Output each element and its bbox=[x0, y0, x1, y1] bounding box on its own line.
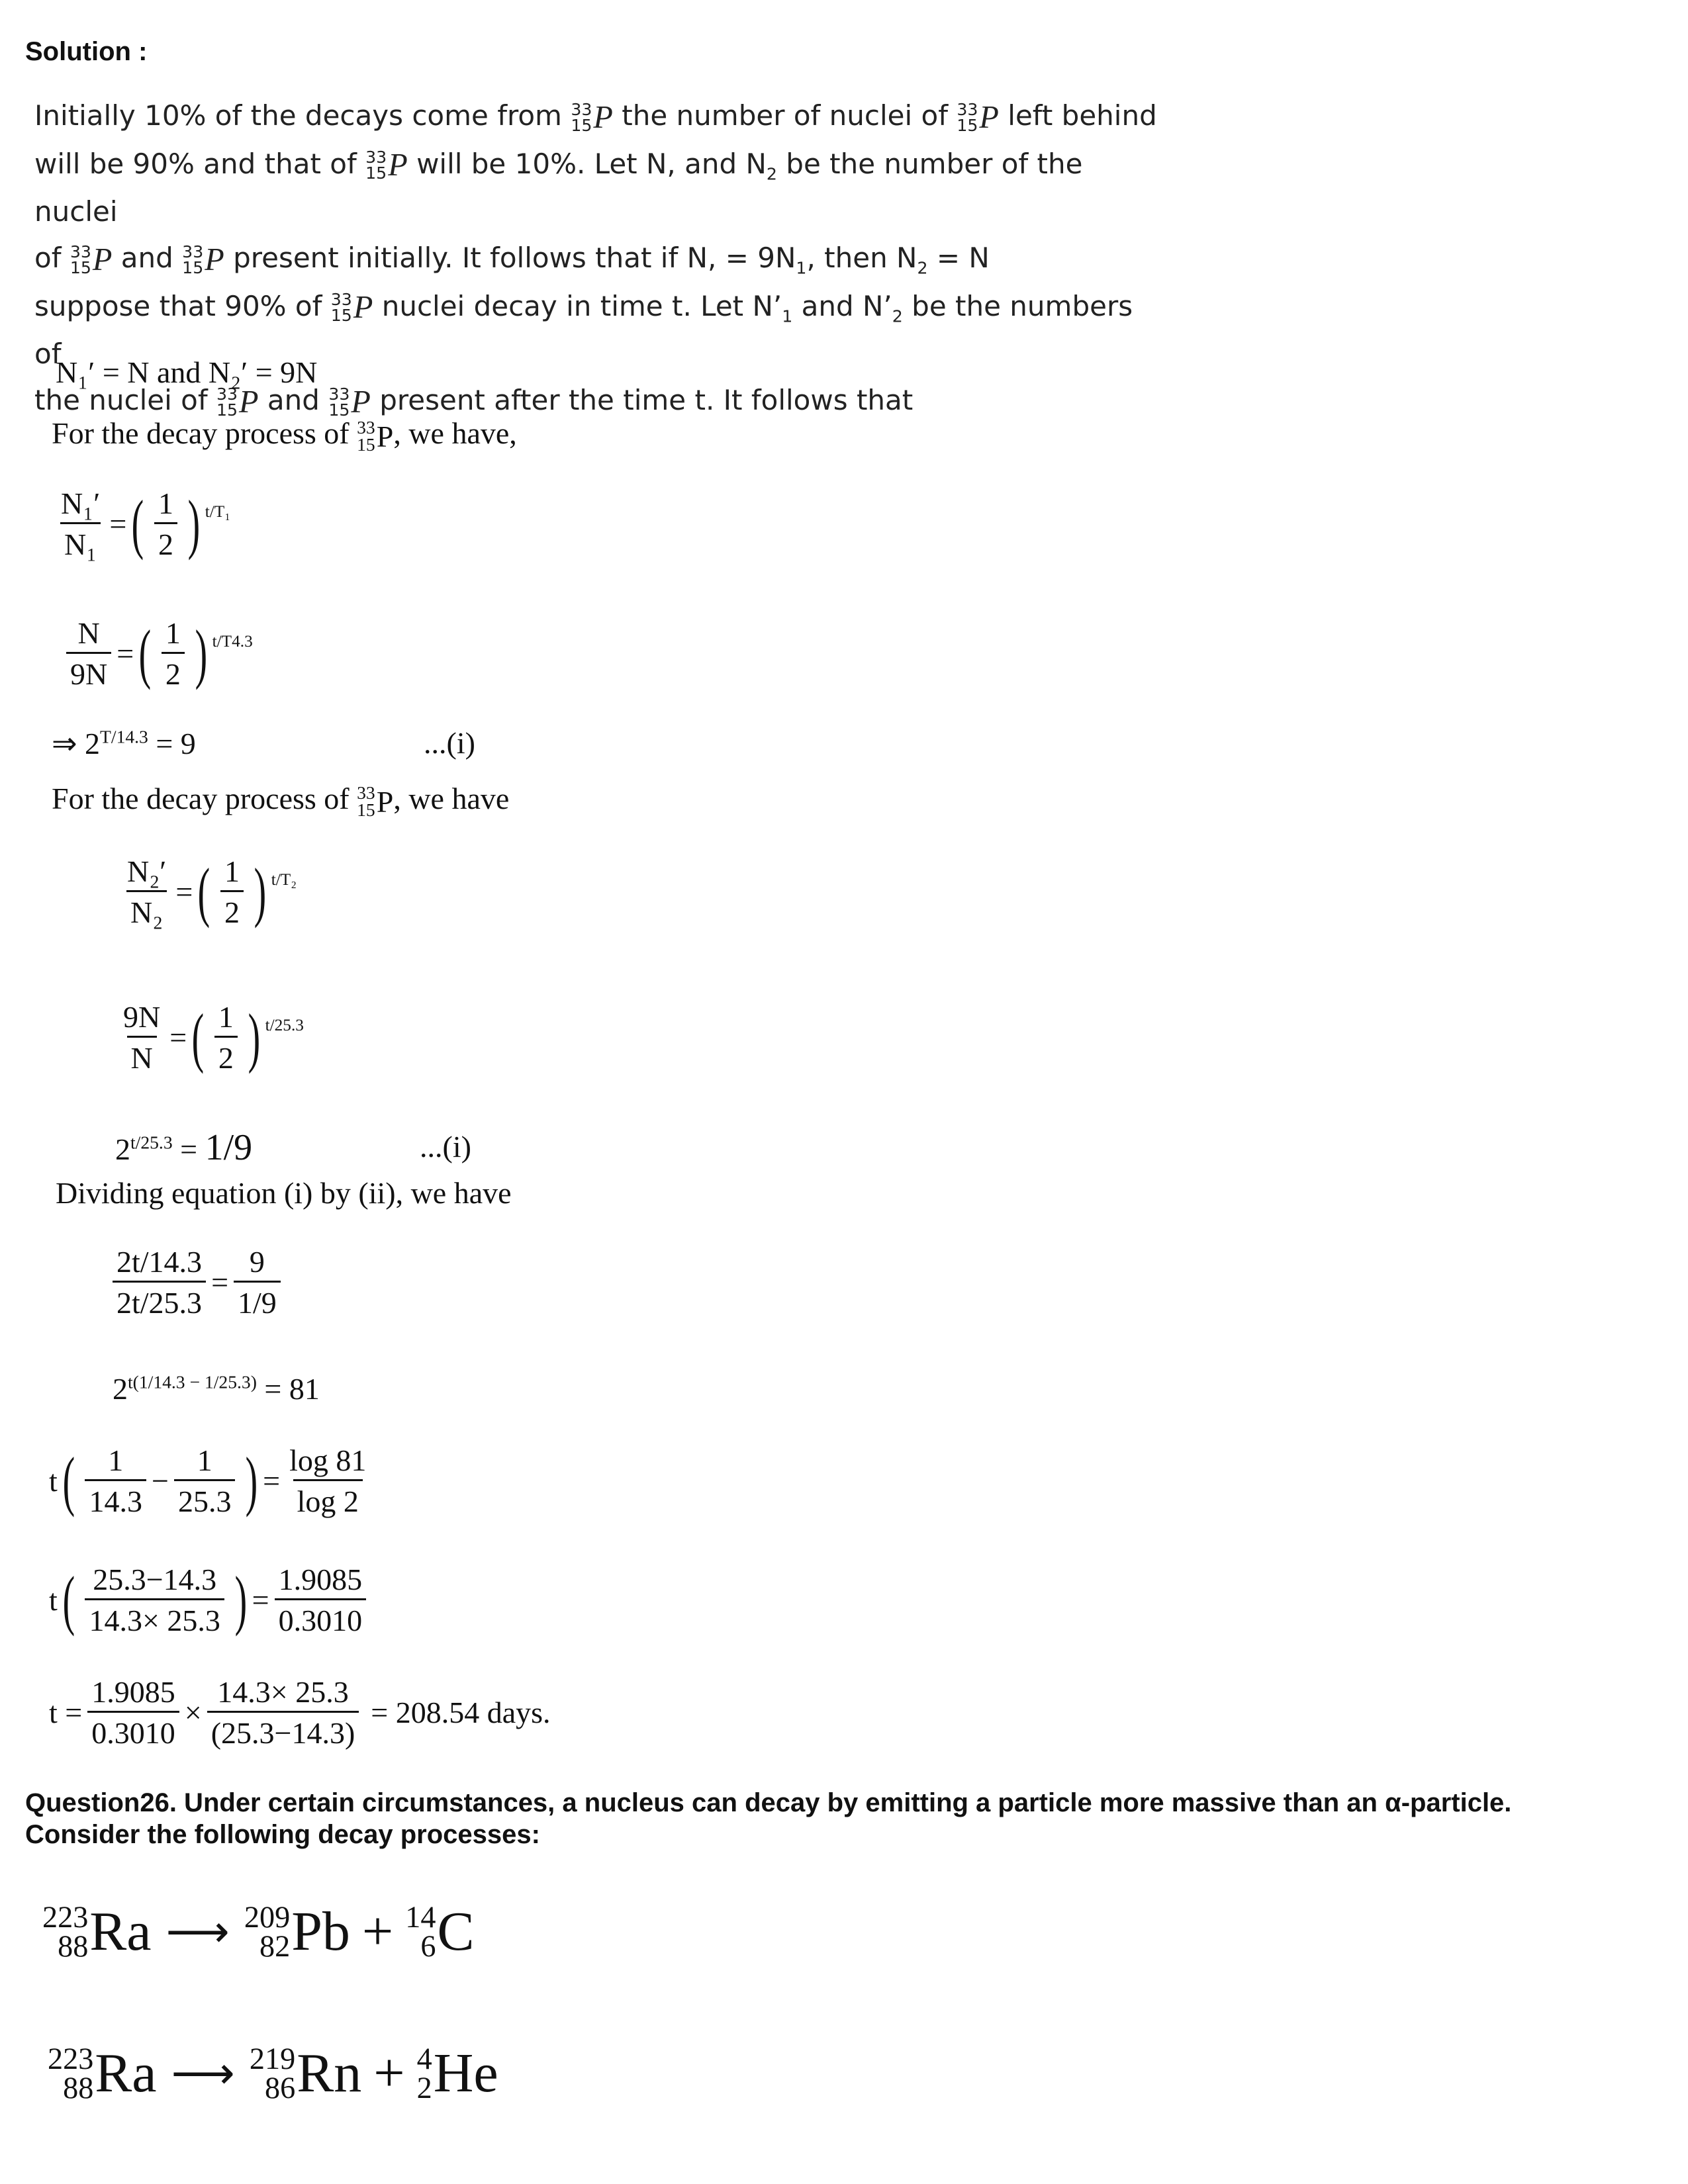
implication-line: ⇒ $2^{T/14.3} = 9$ bbox=[52, 726, 196, 760]
nuclide-p33: 33 15 P bbox=[330, 290, 373, 325]
equation-c: $\frac{\text{N₂′}}{\text{N₂}}$ = ( $\frac{1}{2}$ ) t/T₂ bbox=[127, 854, 297, 929]
decay-line-1: For the decay process of 33 15 P , we have, bbox=[52, 416, 517, 455]
nuclide-parent: 223 88 Ra bbox=[48, 2041, 157, 2105]
equation-e: $2^{t/25.3} = 1/9$ bbox=[115, 1127, 253, 1168]
nuclide-p33: 33 15 P bbox=[571, 99, 613, 135]
reaction-arrow: ⟶ bbox=[165, 1907, 230, 1956]
equation-i: t ( $\frac{25.3-14.3}{14.3\times 25.3}$ ) = $\frac{1.9085}{0.3010}$ bbox=[49, 1562, 371, 1638]
nuclide-p33: 33 15 P bbox=[328, 384, 371, 420]
reaction-2: 223 88 Ra ⟶ 219 86 Rn + 4 2 He bbox=[48, 2041, 498, 2105]
reaction-arrow: ⟶ bbox=[171, 2048, 235, 2098]
reaction-1: 223 88 Ra ⟶ 209 82 Pb + 14 6 C bbox=[42, 1899, 475, 1963]
n-relation: N₁′ = N and N₂′ = 9N bbox=[56, 355, 318, 389]
equation-d: $\frac{9N}{N}$ = ( $\frac{1}{2}$ ) t/25.3 bbox=[123, 999, 304, 1075]
equation-j: t = $\frac{1.9085}{0.3010}$ × $\frac{14.3\times 25.3}{(25.3-14.3)}$ = 208.54 days. bbox=[49, 1675, 551, 1750]
nuclide-p33: 33 15 P bbox=[70, 242, 113, 277]
nuclide-p33: 33 15 P bbox=[357, 417, 394, 455]
nuclide-daughter: 209 82 Pb bbox=[244, 1899, 350, 1963]
nuclide-p33: 33 15 P bbox=[957, 99, 999, 135]
question-26: Question26. Under certain circumstances, a nucleus can decay by emitting a particle more massive than an α-particle. Consider the following decay processes: bbox=[25, 1788, 1512, 1849]
nuclide-p33: 33 15 P bbox=[182, 242, 224, 277]
equation-f: $\frac{2t/14.3}{2t/25.3}$ = $\frac{9}{1/9}$ bbox=[107, 1244, 286, 1320]
equation-h: t ( $\frac{1}{14.3}$ − $\frac{1}{25.3}$ ) = $\frac{\log 81}{\log 2}$ bbox=[49, 1443, 367, 1518]
nuclide-parent: 223 88 Ra bbox=[42, 1899, 152, 1963]
para-line-3: of 33 15 P and 33 15 P present initially. It follows that if N, = $9N_1$, then $N_2 = N$ bbox=[34, 235, 1160, 283]
nuclide-p33: 33 15 P bbox=[216, 384, 259, 420]
nuclide-daughter: 219 86 Rn bbox=[249, 2041, 362, 2105]
equation-tag-2: ...(i) bbox=[420, 1130, 471, 1163]
nuclide-p33: 33 15 P bbox=[357, 782, 394, 821]
equation-g: $2^{t(1/14.3 - 1/25.3)} = 81$ bbox=[113, 1371, 320, 1406]
nuclide-emitted: 14 6 C bbox=[405, 1899, 475, 1963]
para-line-4: suppose that 90% of 33 15 P nuclei decay in time t. Let $N’_1$ and $N’_2$ be the numbers of bbox=[34, 283, 1160, 378]
nuclide-p33: 33 15 P bbox=[365, 148, 408, 183]
para-line-2: will be 90% and that of 33 15 P will be 10%. Let N, and $N_2$ be the number of the nuclei bbox=[34, 141, 1160, 236]
dividing-line: Dividing equation (i) by (ii), we have bbox=[56, 1176, 512, 1210]
para-line-5: the nuclei of 33 15 P and 33 15 P present after the time t. It follows that bbox=[34, 377, 1160, 426]
nuclide-emitted: 4 2 He bbox=[416, 2041, 498, 2105]
solution-heading: Solution : bbox=[25, 37, 148, 66]
decay-line-2: For the decay process of 33 15 P , we have bbox=[52, 782, 510, 821]
equation-b: $\frac{N}{9N}$ = ( $\frac{1}{2}$ ) t/T4.3 bbox=[61, 615, 253, 692]
para-line-1: Initially 10% of the decays come from 33 15 P the number of nuclei of 33 15 P left behind bbox=[34, 93, 1160, 141]
equation-a: $\frac{\text{N₁′}}{\text{N₁}}$ = ( $\frac{1}{2}$ ) t/T₁ bbox=[61, 486, 231, 561]
equation-tag-1: ...(i) bbox=[424, 726, 475, 760]
